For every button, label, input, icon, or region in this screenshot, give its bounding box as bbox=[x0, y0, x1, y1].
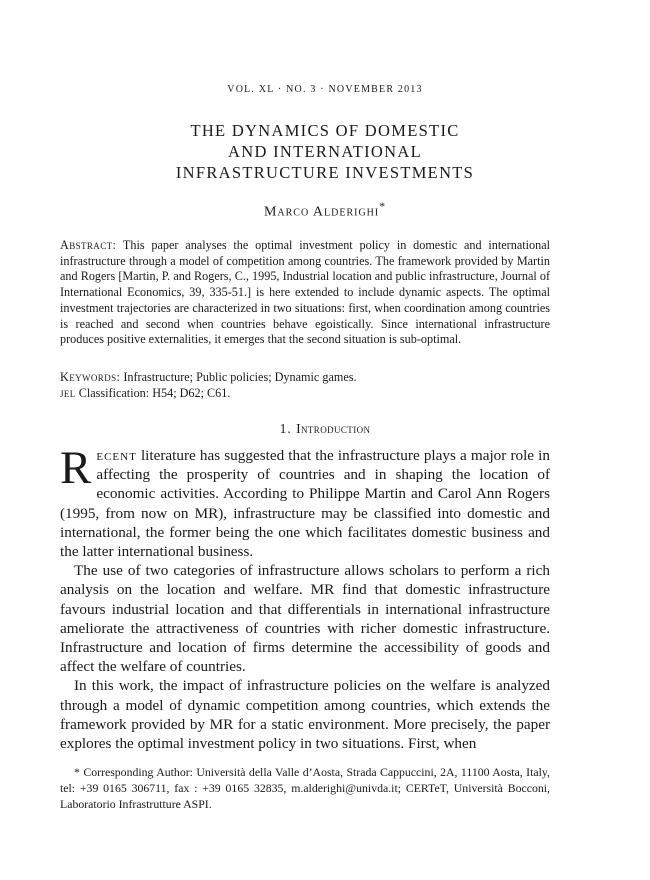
body-text bbox=[60, 442, 550, 753]
author-byline bbox=[0, 200, 650, 221]
footnote bbox=[60, 764, 550, 813]
title-line-2: AND INTERNATIONAL bbox=[228, 142, 422, 161]
section-title: Introduction bbox=[296, 421, 371, 436]
title-line-1: THE DYNAMICS OF DOMESTIC bbox=[190, 121, 460, 140]
paragraph-1 bbox=[60, 442, 550, 561]
paragraph-2: The use of two categories of infrastructure allows scholars to perform a rich analysis on the location and welfare. MR find that domestic infrastructure favours industrial location and that differentials in international infrastructure ameliorate the attractiveness of countries with richer domestic infrastructure. Infrastructure and location of firms determine the accessibility of goods and affect the welfare of countries. bbox=[60, 562, 550, 676]
jel-line bbox=[60, 386, 550, 402]
footnote-text: Corresponding Author: Università della Valle d’Aosta, Strada Cappuccini, 2A, 11100 Aosta, Italy, tel: +39 0165 306711, fax : +39 0165 32835, m.alderighi@univda.it; CERTeT, Università Bocconi, Laboratorio Infrastrutture ASPI. bbox=[60, 765, 550, 812]
title-line-3: INFRASTRUCTURE INVESTMENTS bbox=[175, 163, 475, 182]
keywords-line bbox=[60, 370, 550, 386]
first-word: ecent bbox=[96, 447, 137, 464]
keywords-label: Keywords: bbox=[60, 370, 121, 384]
author-footnote-mark: * bbox=[379, 200, 387, 213]
abstract bbox=[60, 238, 550, 348]
drop-cap: R bbox=[60, 442, 92, 494]
keywords-block bbox=[60, 370, 550, 401]
abstract-text: This paper analyses the optimal investment policy in domestic and international infrastructure through a model of competition among countries. The framework provided by Martin and Rogers [Martin, P. and Rogers, C., 1995, Industrial location and public infrastructure, Journal of International Economics, 39, 335-51.] is here extended to include dynamic aspects. The optimal investment trajectories are characterized in two situations: first, when coordination among countries is reached and second when countries behave egoistically. Since international infrastructure produces positive externalities, it emerges that the second situation is sub-optimal. bbox=[60, 238, 550, 347]
paragraph-3: In this work, the impact of infrastructure policies on the welfare is analyzed through a model of dynamic competition among countries, which extends the framework provided by MR for a static environment. More precisely, the paper explores the optimal investment policy in two situations. First, when bbox=[60, 677, 550, 753]
keywords-text: Infrastructure; Public policies; Dynamic games. bbox=[120, 370, 357, 384]
author-name: Marco Alderighi bbox=[263, 204, 380, 220]
jel-label: jel bbox=[60, 385, 76, 400]
paper-title bbox=[60, 120, 590, 183]
footnote-mark: * bbox=[74, 765, 80, 779]
abstract-label: Abstract: bbox=[60, 238, 117, 252]
section-heading bbox=[0, 421, 650, 437]
paragraph-1-text: literature has suggested that the infrastructure plays a major role in affecting the prosperity of countries and in shaping the location of economic activities. According to Philippe Martin and Carol Ann Rogers (1995, from now on MR), infrastructure may be classified into domestic and international, the former being the one which facilitates domestic business and the latter international business. bbox=[60, 447, 550, 561]
jel-text: Classification: H54; D62; C61. bbox=[75, 385, 231, 400]
running-head: VOL. XL · NO. 3 · NOVEMBER 2013 bbox=[227, 84, 423, 95]
section-number: 1. bbox=[279, 421, 292, 436]
